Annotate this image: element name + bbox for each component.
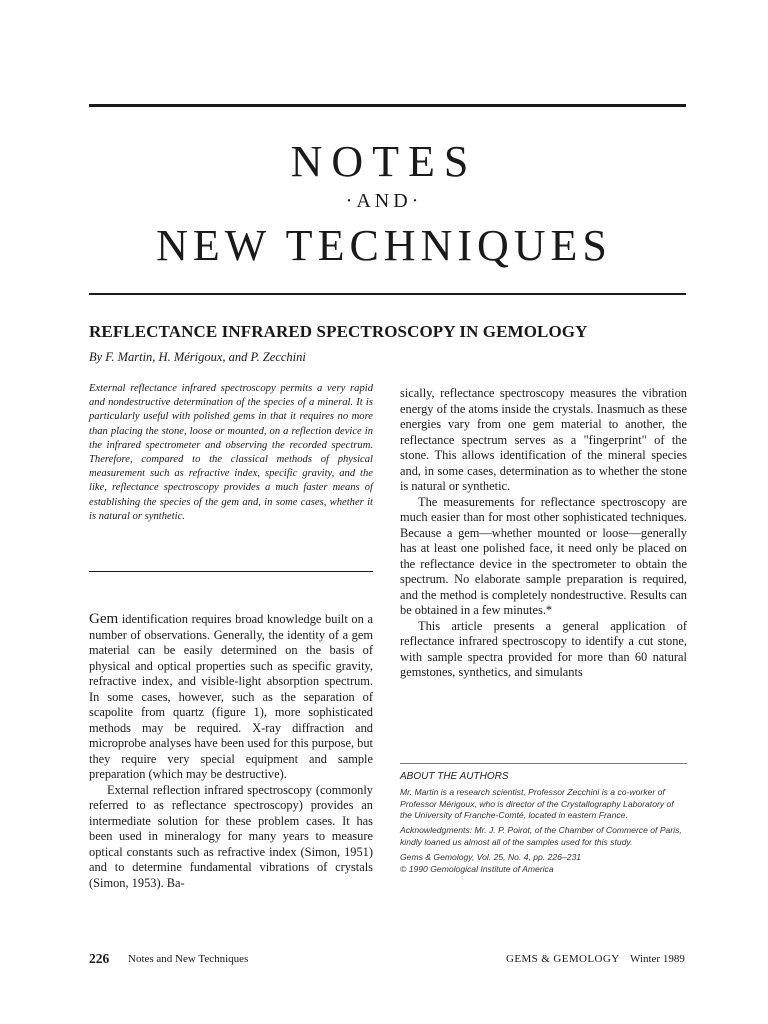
abstract-rule: [89, 571, 373, 572]
citation: Gems & Gemology, Vol. 25, No. 4, pp. 226–231: [400, 851, 582, 862]
page-number: 226: [89, 951, 110, 966]
section-name: Notes and New Techniques: [128, 953, 249, 965]
abstract: External reflectance infrared spectroscopy permits a very rapid and nondestructive determination of the species of a mineral. It is particularly useful with polished gems in that it requires no more than placing the stone, loose or mounted, on a reflection device in the infrared spectrometer and observing the recorded spectrum. Therefore, compared to the classical methods of physical measurement such as refractive index, specific gravity, and the like, reflectance spectroscopy provides a much faster means of establishing the species of the gem and, in some cases, whether it is natural or synthetic.: [89, 383, 373, 522]
acknowledgments: Acknowledgments: Mr. J. P. Poirot, of the Chamber of Commerce of Paris, kindly loaned us almost all of the samples used for this study.: [400, 825, 682, 847]
copyright: © 1990 Gemological Institute of America: [400, 863, 554, 874]
body-column-left: [89, 612, 373, 891]
section-banner-notes: NOTES: [290, 137, 478, 186]
body-paragraph: The measurements for reflectance spectroscopy are much easier than for most other sophisticated techniques. Because a gem—whether mounted or loose—generally has at least one polished face, it need only be placed on the reflectance device in the spectrometer to obtain the spectrum. No elaborate sample preparation is required, and the method is completely nondestructive. Results can be obtained in a few minutes.*: [400, 494, 687, 617]
author-bio: Mr. Martin is a research scientist, Professor Zecchini is a co-worker of Professor Mérigoux, who is director of the Crystallography Laboratory of the University of Franche-Comté, located in eastern France.: [400, 786, 674, 821]
about-the-authors: [400, 771, 687, 878]
body-paragraph: This article presents a general application of reflectance infrared spectroscopy to identify a cut stone, with sample spectra provided for more than 60 natural gemstones, synthetics, and simulants: [400, 618, 687, 679]
top-rule: [89, 104, 686, 107]
body-column-right: [400, 386, 687, 681]
banner-bottom-rule: [89, 293, 686, 295]
body-paragraph: sically, reflectance spectroscopy measures the vibration energy of the atoms inside the crystals. Inasmuch as these energies vary from one gem material to another, the reflectance spectrum serves as a "fingerprint" of the stone. This allows identification of the mineral species and, in some cases, determination as to whether the stone is natural or synthetic.: [400, 386, 687, 493]
authors-rule: [400, 763, 687, 764]
article-title: REFLECTANCE INFRARED SPECTROSCOPY IN GEMOLOGY: [89, 322, 588, 341]
journal-name: GEMS & GEMOLOGY: [506, 953, 620, 965]
about-authors-heading: ABOUT THE AUTHORS: [400, 771, 509, 782]
body-text: identification requires broad knowledge built on a number of observations. Generally, the identity of a gem material can be easily determined on the basis of physical and optical properties such as specific gravity, refractive index, and visible-light absorption spectrum. In some cases, however, such as the separation of scapolite from quartz (figure 1), more sophisticated methods may be required. X-ray diffraction and microprobe analyses have been used for this purpose, but they require very special equipment and sample preparation (which may be destructive).: [89, 612, 373, 781]
section-banner-and: ·AND·: [345, 190, 423, 212]
body-paragraph: [89, 612, 373, 783]
body-paragraph: External reflection infrared spectroscopy (commonly referred to as reflectance spectroscopy) provides an intermediate solution for these problem cases. It has been used in mineralogy for many years to measure optical constants such as refractive index (Simon, 1951) and to determine fundamental vibrations of crystals (Simon, 1953). Ba-: [89, 782, 373, 890]
journal-issue: Winter 1989: [630, 953, 685, 965]
section-banner-new-techniques: NEW TECHNIQUES: [156, 221, 612, 270]
lead-word: Gem: [89, 611, 119, 627]
author-byline: By F. Martin, H. Mérigoux, and P. Zecchini: [89, 350, 306, 364]
